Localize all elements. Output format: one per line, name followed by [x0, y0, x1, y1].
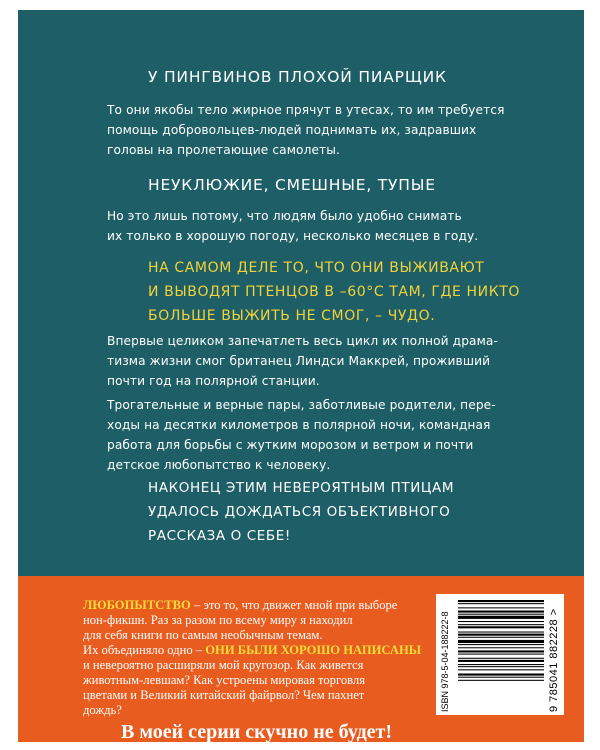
paragraph-2: Но это лишь потому, что людям было удобно снимать их только в хорошую погоду, несколько месяцев в году. — [107, 209, 479, 243]
barcode-bar — [458, 647, 544, 648]
book-back-cover — [18, 10, 584, 742]
barcode-bar — [458, 677, 544, 678]
paragraph-3: Впервые целиком запечатлеть весь цикл их полной драма- тизма жизни смог британец Линдси Маккрей, проживший почти год на полярной станции. — [107, 334, 498, 388]
barcode-bar — [458, 674, 544, 676]
barcode-bar — [458, 634, 544, 636]
barcode-bar — [458, 669, 544, 670]
isbn-number: ISBN 978-5-04-188222-8 — [440, 611, 450, 712]
barcode-bar — [458, 650, 544, 652]
barcode-bar — [458, 616, 544, 619]
barcode-bar — [458, 666, 544, 667]
barcode-bar — [458, 607, 544, 608]
highlight-quote: НА САМОМ ДЕЛЕ ТО, ЧТО ОНИ ВЫЖИВАЮТ И ВЫВОДЯТ ПТЕНЦОВ В –60°C ТАМ, ГДЕ НИКТО БОЛЬШЕ ВЫЖИТЬ НЕ СМОГ, – ЧУДО. — [148, 260, 521, 324]
series-promo-section — [18, 576, 584, 742]
barcode-bar — [458, 644, 544, 645]
ean-number: 9 785041 882228 > — [548, 608, 560, 712]
barcode-bar — [458, 611, 544, 613]
barcode-bars — [436, 594, 564, 715]
barcode-bar — [458, 660, 544, 662]
heading-penguins-pr: У ПИНГВИНОВ ПЛОХОЙ ПИАРЩИК — [148, 68, 447, 86]
heading-clumsy-funny: НЕУКЛЮЖИЕ, СМЕШНЫЕ, ТУПЫЕ — [148, 176, 436, 194]
series-slogan: В моей серии скучно не будет! — [121, 721, 393, 742]
barcode-bar — [458, 680, 544, 681]
paragraph-4: Трогательные и верные пары, заботливые родители, пере- ходы на десятки километров в полярной ночи, командная работа для борьбы с жутким морозом и ветром и почти детское любопытство к человеку. — [107, 398, 496, 472]
closing-statement: НАКОНЕЦ ЭТИМ НЕВЕРОЯТНЫМ ПТИЦАМ УДАЛОСЬ ДОЖДАТЬСЯ ОБЪЕКТИВНОГО РАССКАЗА О СЕБЕ! — [148, 480, 455, 544]
barcode-bar — [458, 621, 544, 622]
isbn-barcode — [436, 594, 564, 715]
barcode-bar — [458, 658, 544, 659]
barcode-bar — [458, 624, 544, 625]
barcode-bar — [458, 626, 544, 628]
barcode-bar — [458, 600, 544, 602]
barcode-bar — [458, 654, 544, 655]
paragraph-1: То они якобы тело жирное прячут в утесах, то им требуется помощь добровольцев-людей поднимать их, задравших головы на пролетающие самолеты. — [107, 103, 505, 157]
barcode-bar — [458, 664, 544, 665]
barcode-bar — [458, 614, 544, 615]
description-section — [18, 10, 584, 576]
barcode-bar — [458, 640, 544, 643]
series-promo-text: ЛЮБОПЫТСТВО – это то, что движет мной при выборе нон-фикшн. Раз за разом по всему миру я находил для себя книги по самым необычным темам. Их объединяло одно – ОНИ БЫЛИ ХОРОШО НАПИСАНЫ и невероятно расширяли мой кругозор. Как живется животным-левшам? Как устроены мировая торговля цветами и Великий китайский файрвол? Чем пахнет дождь? — [83, 598, 422, 717]
barcode-bar — [458, 637, 544, 638]
barcode-bar — [458, 632, 544, 633]
barcode-bar — [458, 603, 544, 604]
